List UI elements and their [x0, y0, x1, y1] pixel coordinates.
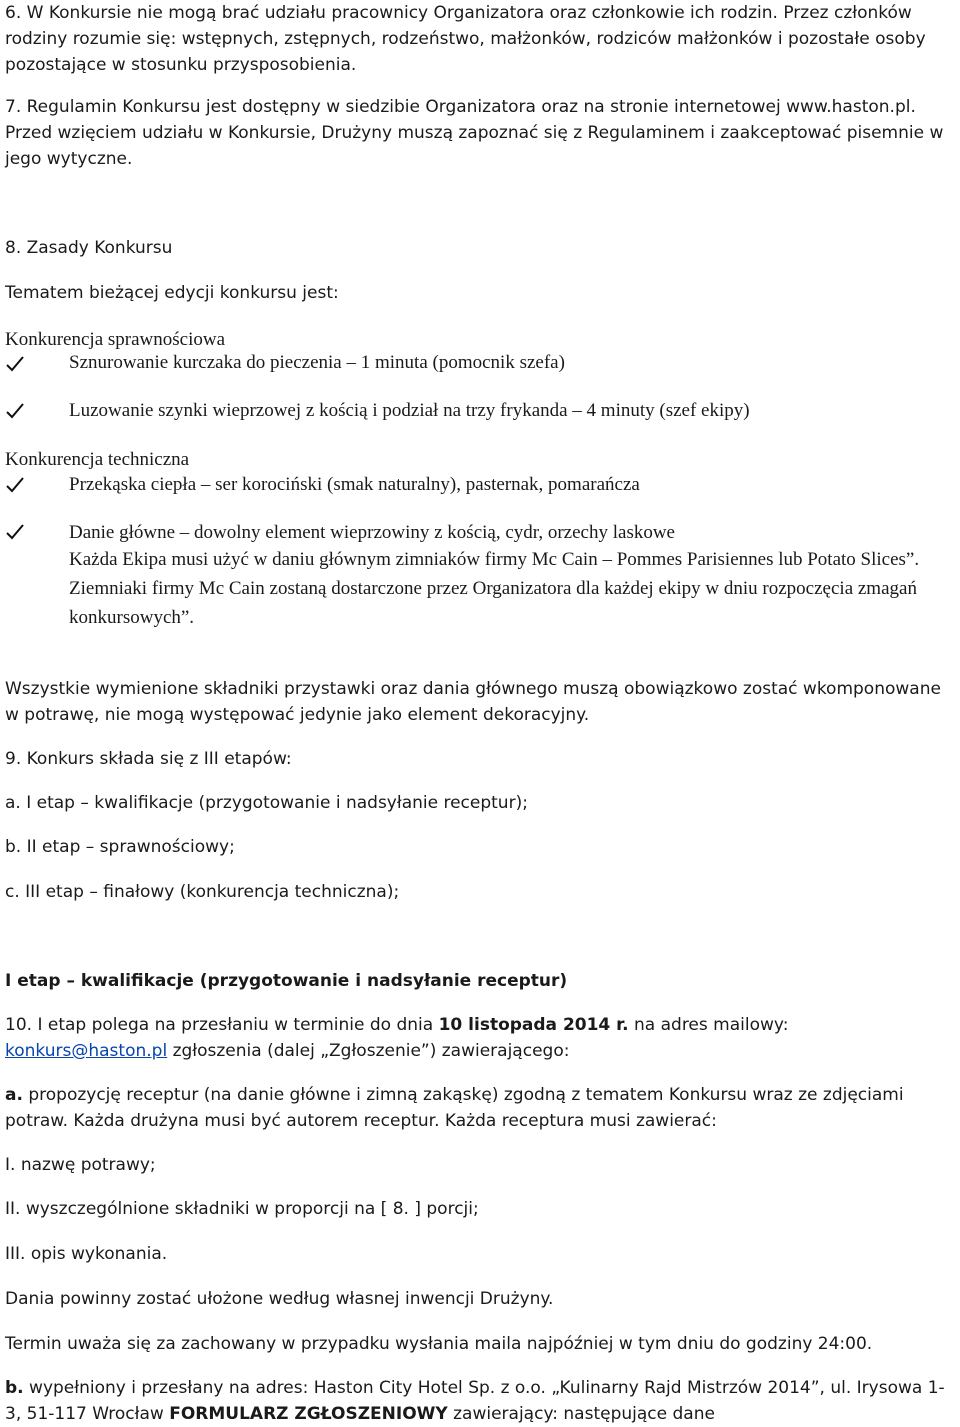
competition-1-item-2: Luzowanie szynki wieprzowej z kością i podział na trzy frykanda – 4 minuty (szef ekipy): [69, 400, 750, 421]
p10-prefix: 10. I etap polega na przesłaniu w terminie do dnia: [5, 1015, 439, 1035]
section-8-title: 8. Zasady Konkursu: [5, 238, 173, 258]
pb-text-1: wypełniony i przesłany na adres: Haston City Hotel Sp. z o.o. „Kulinarny Rajd Mistrzów 2014”, ul. Irysowa 1-3, 51-117 Wrocław: [5, 1378, 945, 1424]
plating-note: Dania powinny zostać ułożone według własnej inwencji Drużyny.: [5, 1289, 554, 1309]
stage-1-heading: I etap – kwalifikacje (przygotowanie i nadsyłanie receptur): [5, 971, 568, 991]
deadline-note: Termin uważa się za zachowany w przypadku wysłania maila najpóźniej w tym dniu do godziny 24:00.: [5, 1334, 873, 1354]
stage-c: c. III etap – finałowy (konkurencja techniczna);: [5, 882, 400, 902]
pa-marker: a.: [5, 1085, 23, 1105]
requirement-1: I. nazwę potrawy;: [5, 1155, 156, 1175]
paragraph-7: 7. Regulamin Konkursu jest dostępny w siedzibie Organizatora oraz na stronie internetowej www.haston.pl. Przed wzięciem udziału w Konkursie, Drużyny muszą zapoznać się z Regulaminem i zaakceptować pisemnie w jego wytyczne.: [5, 97, 944, 169]
check-icon: [5, 355, 27, 373]
paragraph-6: 6. W Konkursie nie mogą brać udziału pracownicy Organizatora oraz członkowie ich rodzin. Przez członków rodziny rozumie się: wstępnych, zstępnych, rodzeństwo, małżonków, rodziców małżonków i pozostałe osoby pozostające w stosunku przysposobienia.: [5, 3, 926, 75]
competition-2-title: Konkurencja techniczna: [5, 449, 190, 470]
requirement-2: II. wyszczególnione składniki w proporcji na [ 8. ] porcji;: [5, 1199, 479, 1219]
p10-middle: na adres mailowy:: [628, 1015, 789, 1035]
email-link[interactable]: konkurs@haston.pl: [5, 1041, 168, 1061]
pa-text: propozycję receptur (na danie główne i zimną zakąskę) zgodną z tematem Konkursu wraz ze zdjęciami potraw. Każda drużyna musi być autorem receptur. Każda receptura musi zawierać:: [5, 1085, 904, 1131]
ingredients-note: Wszystkie wymienione składniki przystawki oraz dania głównego muszą obowiązkowo zostać wkomponowane w potrawę, nie mogą występować jedynie jako element dekoracyjny.: [5, 679, 941, 725]
competition-1-item-1: Sznurowanie kurczaka do pieczenia – 1 minuta (pomocnik szefa): [69, 352, 565, 373]
pb-text-2: zawierający: następujące dane: [447, 1404, 715, 1424]
requirement-3: III. opis wykonania.: [5, 1244, 168, 1264]
paragraph-a: [5, 1082, 954, 1134]
p10-date: 10 listopada 2014 r.: [438, 1015, 629, 1035]
section-8-intro: Tematem bieżącej edycji konkursu jest:: [5, 283, 339, 303]
paragraph-b: [5, 1375, 954, 1427]
competition-2-item-1: Przekąska ciepła – ser korociński (smak naturalny), pasternak, pomarańcza: [69, 474, 640, 495]
stage-a: a. I etap – kwalifikacje (przygotowanie i nadsyłanie receptur);: [5, 793, 528, 813]
stage-b: b. II etap – sprawnościowy;: [5, 837, 235, 857]
check-icon: [5, 523, 27, 541]
p10-suffix: zgłoszenia (dalej „Zgłoszenie”) zawierającego:: [167, 1041, 570, 1061]
pb-form-name: FORMULARZ ZGŁOSZENIOWY: [169, 1404, 448, 1424]
competition-1-title: Konkurencja sprawnościowa: [5, 329, 226, 350]
check-icon: [5, 402, 27, 420]
competition-2-item-2: Danie główne – dowolny element wieprzowiny z kością, cydr, orzechy laskowe: [69, 522, 675, 543]
competition-2-item-2-note: Każda Ekipa musi użyć w daniu głównym zimniaków firmy Mc Cain – Pommes Parisiennes lub Potato Slices”. Ziemniaki firmy Mc Cain zostaną dostarczone przez Organizatora dla każdej ekipy w dniu rozpoczęcia zmagań konkursowych”.: [69, 549, 920, 628]
paragraph-10: [5, 1012, 954, 1064]
pb-marker: b.: [5, 1378, 24, 1398]
section-9-title: 9. Konkurs składa się z III etapów:: [5, 749, 292, 769]
check-icon: [5, 476, 27, 494]
